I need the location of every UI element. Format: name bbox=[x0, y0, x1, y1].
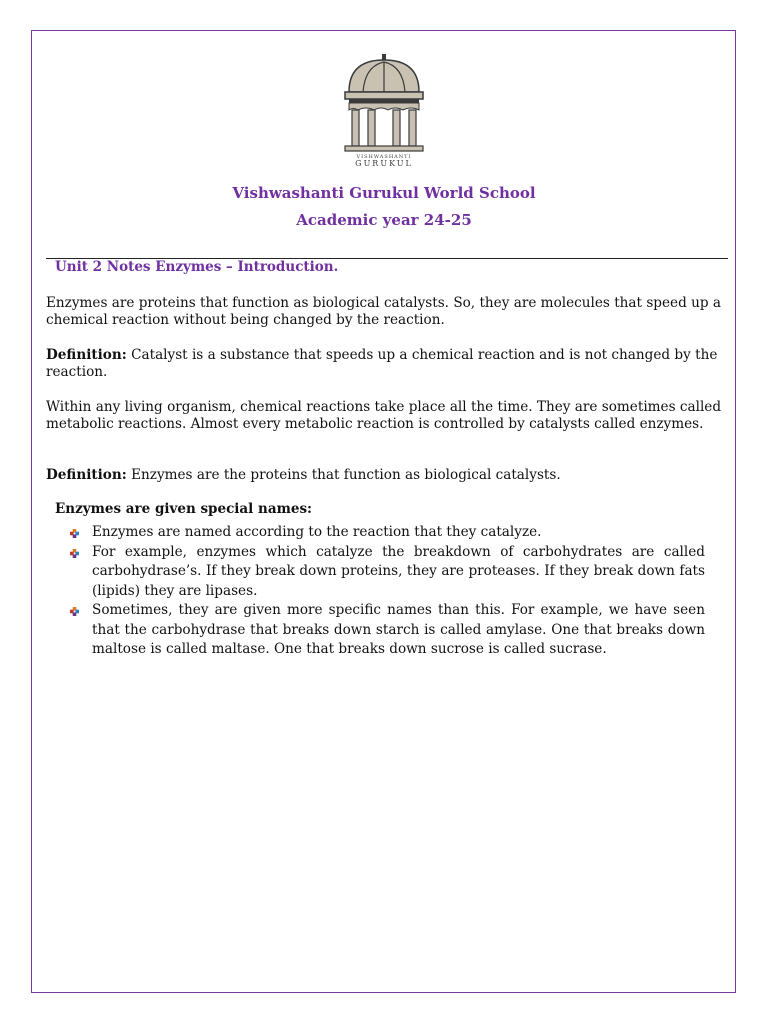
special-names-list bbox=[68, 523, 705, 660]
definition-label: Definition: bbox=[46, 467, 127, 483]
definition-text: Enzymes are the proteins that function as biological catalysts. bbox=[126, 467, 561, 483]
metabolic-paragraph: Within any living organism, chemical reactions take place all the time. They are sometimes called metabolic reactions. Almost every metabolic reaction is controlled by catalysts called enzymes. bbox=[46, 399, 722, 432]
school-name: Vishwashanti Gurukul World School bbox=[232, 184, 536, 202]
list-item-text: Enzymes are named according to the reaction that they catalyze. bbox=[92, 524, 542, 540]
school-logo-icon bbox=[333, 52, 435, 170]
intro-paragraph: Enzymes are proteins that function as biological catalysts. So, they are molecules that speed up a chemical reaction without being changed by the reaction. bbox=[46, 295, 721, 328]
definition-text: Catalyst is a substance that speeds up a chemical reaction and is not changed by the reaction. bbox=[46, 347, 718, 380]
logo-text: VISHWASHANTI bbox=[356, 154, 412, 160]
list-item bbox=[68, 601, 705, 660]
list-item bbox=[68, 523, 705, 543]
list-item bbox=[68, 543, 705, 602]
logo-subtext: GURUKUL bbox=[355, 159, 413, 168]
definition-enzymes bbox=[46, 467, 726, 484]
unit-title: Unit 2 Notes Enzymes – Introduction. bbox=[55, 259, 339, 275]
definition-catalyst bbox=[46, 347, 726, 381]
definition-label: Definition: bbox=[46, 347, 127, 363]
colored-diamond-bullet-icon bbox=[70, 607, 79, 616]
colored-diamond-bullet-icon bbox=[70, 529, 79, 538]
special-names-heading: Enzymes are given special names: bbox=[55, 501, 313, 517]
list-item-text: Sometimes, they are given more specific names than this. For example, we have seen that the carbohydrase that breaks down starch is called amylase. One that breaks down maltose is called maltase. One that breaks down sucrose is called sucrase. bbox=[92, 602, 705, 657]
colored-diamond-bullet-icon bbox=[70, 549, 79, 558]
academic-year: Academic year 24-25 bbox=[296, 211, 472, 229]
list-item-text: For example, enzymes which catalyze the breakdown of carbohydrates are called carbohydrase’s. If they break down proteins, they are proteases. If they break down fats (lipids) they are lipases. bbox=[92, 543, 705, 599]
